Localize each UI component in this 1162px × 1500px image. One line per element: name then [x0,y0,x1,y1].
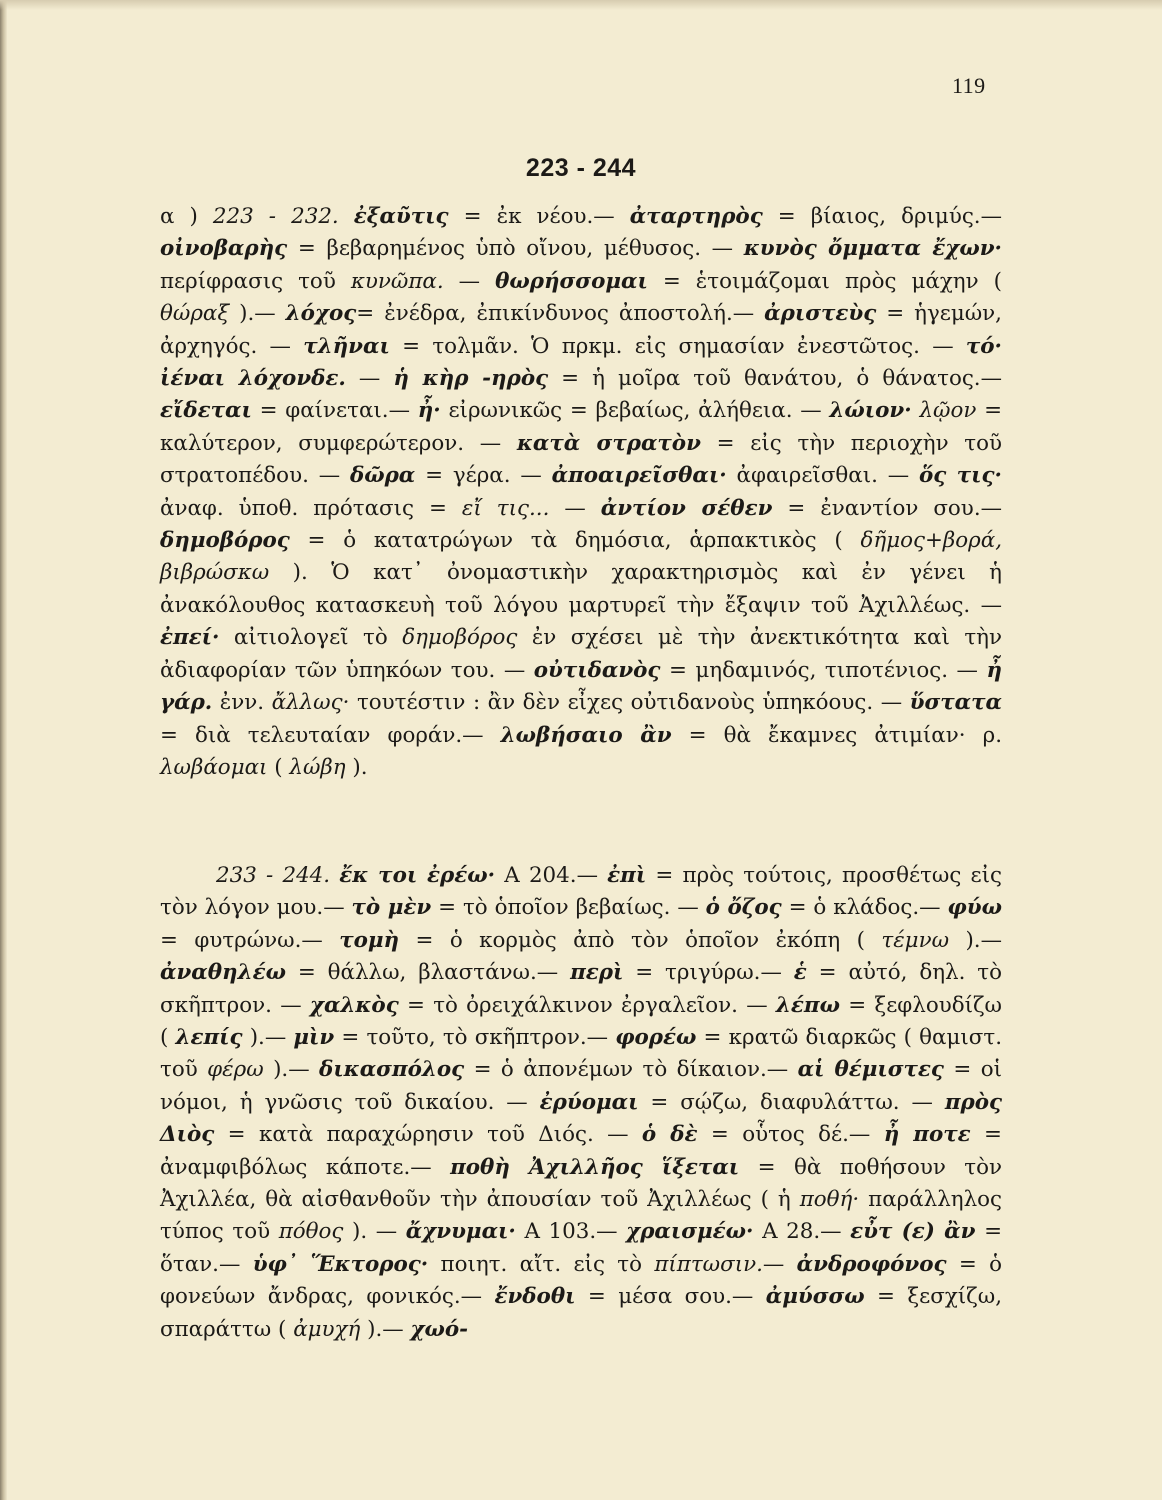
gloss: ).— [229,301,286,327]
gloss: ).— [949,927,1002,953]
gloss: = αὐτό, δηλ. τὸ σκῆπτρον. — [160,960,1003,1018]
lemma: ἐπὶ [607,863,647,888]
page-edge [0,0,7,1500]
gloss: αἰτιολογεῖ τὸ [219,625,403,651]
cited-word: πόθος [278,1219,344,1245]
gloss: ). Ὁ κατ᾽ ὀνομαστικὴν χαρακτηρισμὸς καὶ ἐν γένει ἡ ἀνακόλουθος κατασκευὴ τοῦ λόγου μαρτυρεῖ τὴν ἔξαψιν τοῦ Ἀχιλλέως. — [160,560,1002,618]
lemma: λεπίς [175,1025,243,1051]
gloss: = εἰς τὴν περιοχὴν τοῦ στρατοπέδου. — [160,430,1003,489]
gloss: Α 204.— [495,863,608,888]
gloss: = γέρα. — [415,463,552,489]
gloss: περίφρασις τοῦ [160,268,351,294]
gloss: ).— [263,1057,320,1083]
lemma: τὸ μὲν [351,895,432,921]
lemma: ἄχνυμαι· [405,1219,516,1245]
gloss: τουτέστιν : ἂν δὲν εἶχες οὐτιδανοὺς ὑπηκόους. — [349,690,910,716]
gloss: = τὸ ὁποῖον βεβαίως. — [431,895,706,921]
lemma: ὁ ὄζος [705,895,782,921]
gloss: = τριγύρω.— [623,960,794,986]
lemma: ἔκ τοι ἐρέω· [339,863,496,888]
lemma: ἐπεί· [160,625,220,651]
gloss: = φαίνεται.— [251,398,418,424]
lemma: ἦ ποτε [883,1122,971,1148]
gloss: = οὗτος δέ.— [697,1122,884,1148]
gloss: = ξεφλουδίζω ( [160,992,1003,1051]
lemma: δημοβόρος [160,528,290,554]
gloss: = οἱ νόμοι, ἡ γνῶσις τοῦ δικαίου. — [160,1057,1002,1115]
lemma: ὕστατα [909,690,1002,716]
cited-word: εἴ τις... [461,495,550,521]
lemma: φορέω [615,1025,697,1051]
cited-word: θώραξ [160,301,230,327]
gloss: εἰρωνικῶς = βεβαίως, ἀλήθεια. — [440,398,830,424]
lemma: αἱ θέμιστες [797,1057,944,1083]
lemma: δικασπόλος [319,1057,465,1083]
label-a: α ) [160,204,213,229]
commentary-paragraph [160,201,1002,784]
verse-range: 223 - 232. [212,204,339,229]
cited-word: ἀμυχή [293,1316,361,1342]
gloss: ). — [343,1219,406,1245]
gloss: ἀναφ. ὑποθ. πρότασις = [160,495,462,521]
gloss: = πρὸς τούτοις, προσθέτως εἰς τὸν λόγον μου.— [160,863,1002,921]
lemma: περὶ [570,960,624,986]
lemma: ἀντίον σέθεν [600,495,773,521]
lemma: ἀνδροφόνος [796,1251,947,1277]
lemma: φύω [947,895,1002,921]
gloss: = διὰ τελευταίαν φοράν.— [160,722,501,748]
gloss: ( [267,754,290,780]
gloss: = σῴζω, διαφυλάττω. — [638,1089,945,1115]
cited-word: δῆμος+βορά, βιβρώσκω [160,528,1002,586]
gloss: = κρατῶ διαρκῶς ( θαμιστ. τοῦ [160,1025,1003,1083]
gloss: — [345,366,394,392]
lemma: πρὸς Διὸς [160,1089,1003,1148]
commentary-block-223-232 [160,201,1002,784]
gloss: Α 103.— [515,1219,627,1245]
gloss: — [443,268,496,294]
commentary-block-233-244 [160,860,1002,1346]
gloss: = θὰ ἔκαμνες ἀτιμίαν· ρ. [671,722,1002,748]
cited-word: λώβη [289,754,346,780]
lemma: δῶρα [349,463,416,489]
gloss [330,863,339,888]
gloss: παράλληλος τύπος τοῦ [160,1187,1003,1245]
page-shadow [0,0,1162,10]
gloss: ).— [360,1316,411,1342]
lemma: λώιον· [829,398,912,424]
cited-word: ἄλλως· [271,690,350,716]
gloss: ἀφαιρεῖσθαι. — [726,463,919,489]
lemma: οἰνοβαρὴς [160,236,288,262]
lemma: ὅς τις· [919,463,1002,489]
lemma: ἦ γάρ. [160,657,1002,716]
lemma: λωβήσαιο ἂν [500,722,672,748]
cited-word: πίπτωσιν. [654,1251,763,1277]
lemma: ἀποαιρεῖσθαι· [551,463,727,489]
lemma: ἐρύομαι [539,1089,639,1115]
lemma: μὶν [293,1025,335,1051]
gloss: = θὰ ποθήσουν τὸν Ἀχιλλέα, θὰ αἰσθανθοῦν τὴν ἀπουσίαν τοῦ Ἀχιλλέως ( ἡ [160,1154,1002,1213]
lemma: ἀριστεὺς [764,301,877,327]
gloss: = ὁ κορμὸς ἀπὸ τὸν ὁποῖον ἐκόπη ( [399,927,882,953]
page-number: 119 [952,73,986,98]
lemma: ἀταρτηρὸς [629,204,763,229]
gloss: = ἀναμφιβόλως κάποτε.— [160,1122,1002,1180]
gloss: = ἡγεμών, ἀρχηγός. — [160,301,1002,359]
gloss: = ὁ κλάδος.— [781,895,948,921]
lemma: χωό- [410,1316,469,1342]
cited-word: τέμνω [881,927,950,953]
lemma: ἐξαῦτις [353,204,449,229]
lemma: ποθὴ Ἀχιλλῆος ἵξεται [450,1154,740,1180]
gloss: = φυτρώνω.— [160,927,340,953]
cited-word: ποθή· [799,1187,860,1213]
gloss: = ὁ ἀπονέμων τὸ δίκαιον.— [464,1057,798,1083]
gloss: ἐν σχέσει μὲ τὴν ἀνεκτικότητα καὶ τὴν ἀδιαφορίαν τῶν ὑπηκόων του. — [160,625,1002,683]
commentary-paragraph [160,860,1002,1346]
verse-range: 233 - 244. [216,863,331,888]
lemma: ἀμύσσω [765,1284,865,1310]
lemma: ἔνδοθι [494,1284,576,1310]
gloss: = ἑτοιμάζομαι πρὸς μάχην ( [647,268,1002,294]
gloss: = ὁ κατατρώγων τὰ δημόσια, ἁρπακτικὸς ( [289,528,861,554]
lemma: εὖτ (ε) ἂν [850,1219,976,1245]
lemma: τό· ἰέναι λόχονδε. [160,333,1002,392]
lemma: ἀναθηλέω [160,960,286,986]
gloss: = θάλλω, βλαστάνω.— [285,960,571,986]
gloss: Α 28.— [753,1219,851,1245]
lemma: ὑφ᾽ Ἕκτορος· [252,1251,429,1277]
lemma: κυνὸς ὄμματα ἔχων· [743,236,1003,262]
cited-word: κυνῶπα. [350,268,444,294]
gloss [339,204,354,229]
gloss: = τολμᾶν. Ὁ πρκμ. εἰς σημασίαν ἐνεστῶτος. — [389,333,966,359]
lemma: χραισμέω· [626,1219,754,1245]
lemma: λέπω [775,992,840,1018]
gloss: = ἡ μοῖρα τοῦ θανάτου, ὁ θάνατος.— [548,366,1002,392]
lemma: θωρήσσομαι [495,268,648,294]
lemma: εἴδεται [160,398,252,424]
gloss: = ἐνέδρα, ἐπικίνδυνος ἀποστολή.— [356,301,765,327]
gloss: = βεβαρημένος ὑπὸ οἴνου, μέθυσος. — [287,236,744,262]
gloss: = ἐναντίον σου.— [772,495,1003,521]
gloss: = τοῦτο, τὸ σκῆπτρον.— [334,1025,616,1051]
lemma: κατὰ στρατὸν [516,430,701,456]
gloss: = κατὰ παραχώρησιν τοῦ Διός. — [214,1122,642,1148]
gloss: = ὁ φονεύων ἄνδρας, φονικός.— [160,1251,1002,1310]
cited-word: λωβάομαι [160,754,268,780]
gloss: = τὸ ὀρειχάλκινον ἐργαλεῖον. — [398,992,776,1018]
lemma: χαλκὸς [309,992,399,1018]
gloss: = ξεσχίζω, σπαράττω ( [160,1284,1003,1342]
gloss: — [762,1251,797,1277]
gloss: — [549,495,601,521]
lemma: τομὴ [339,927,400,953]
cited-word: φέρω [207,1057,264,1083]
lemma: ἑ [793,960,807,986]
gloss: ). [345,754,368,780]
lemma: ἦ· [417,398,441,424]
gloss: = βίαιος, δριμύς.— [762,204,1002,229]
gloss: = ὅταν.— [160,1219,1002,1277]
lemma: ἡ κὴρ -ηρὸς [393,366,549,392]
gloss: = ἐκ νέου.— [448,204,630,229]
gloss: ).— [242,1025,294,1051]
gloss: = καλύτερον, συμφερώτερον. — [160,398,1003,456]
gloss: ἐνν. [212,690,272,716]
gloss: ποιητ. αἴτ. εἰς τὸ [428,1251,655,1277]
lemma: λόχος [285,301,357,327]
lemma: ὁ δὲ [641,1122,698,1148]
gloss: = μέσα σου.— [575,1284,766,1310]
cited-word: δημοβόρος [402,625,518,651]
lemma: τλῆναι [303,333,390,359]
lemma: οὐτιδανὸς [533,657,661,683]
gloss: = μηδαμινός, τιποτένιος. — [660,657,987,683]
section-title: 223 - 244 [525,154,637,182]
cited-word: λῷον [919,398,977,424]
